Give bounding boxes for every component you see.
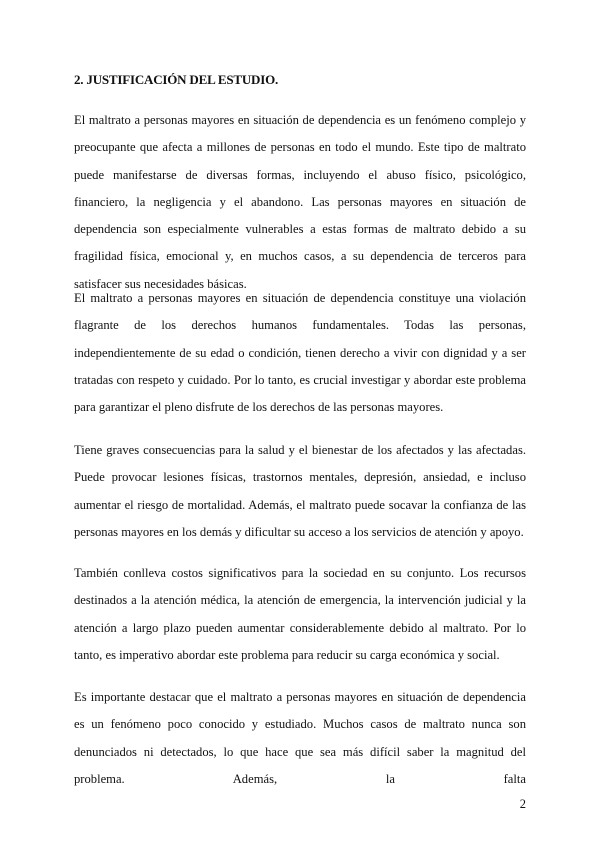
section-heading: 2. JUSTIFICACIÓN DEL ESTUDIO. xyxy=(74,72,279,87)
paragraph-4: También conlleva costos significativos para la sociedad en su conjunto. Los recursos destinados a la atención médica, la atención de emergencia, la intervención judicial y la atención a largo plazo pueden aumentar considerablemente debido al maltrato. Por lo tanto, es imperativo abordar este problema para reducir su carga económica y social. xyxy=(74,566,526,662)
page-number: 2 xyxy=(519,797,526,811)
paragraph-2: El maltrato a personas mayores en situación de dependencia constituye una violación flagrante de los derechos humanos fundamentales. Todas las personas, independientemente de su edad o condición, tienen derecho a vivir con dignidad y a ser tratadas con respeto y cuidado. Por lo tanto, es crucial investigar y abordar este problema para garantizar el pleno disfrute de los derechos de las personas mayores. xyxy=(74,291,526,415)
paragraph-5: Es importante destacar que el maltrato a personas mayores en situación de dependencia es un fenómeno poco conocido y estudiado. Muchos casos de maltrato nunca son denunciados ni detectados, lo que hace que sea más difícil saber la magnitud del problema. Además, la falta xyxy=(74,690,526,786)
paragraph-3: Tiene graves consecuencias para la salud y el bienestar de los afectados y las afectadas. Puede provocar lesiones físicas, trastornos mentales, depresión, ansiedad, e incluso aumentar el riesgo de mortalidad. Además, el maltrato puede socavar la confianza de las personas mayores en los demás y dificultar su acceso a los servicios de atención y apoyo. xyxy=(74,443,526,539)
paragraph-1: El maltrato a personas mayores en situación de dependencia es un fenómeno complejo y preocupante que afecta a millones de personas en todo el mundo. Este tipo de maltrato puede manifestarse de diversas formas, incluyendo el abuso físico, psicológico, financiero, la negligencia y el abandono. Las personas mayores en situación de dependencia son especialmente vulnerables a estas formas de maltrato debido a su fragilidad física, emocional y, en muchos casos, a su dependencia de terceros para satisfacer sus necesidades básicas. xyxy=(74,113,526,291)
